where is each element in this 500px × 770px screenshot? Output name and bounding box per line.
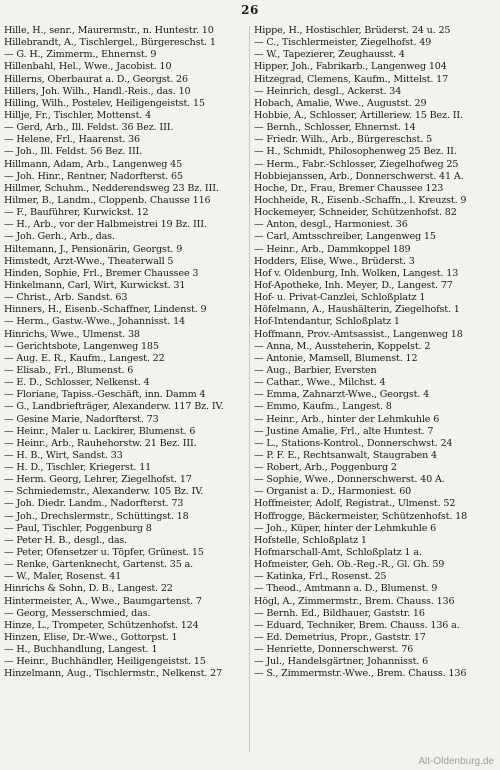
directory-entry: — Bernh., Schlosser, Ehnernst. 14 [254,122,416,134]
directory-entry: — Schmiedemstr., Alexanderw. 105 Bz. IV. [4,486,204,498]
directory-entry: — Cathar., Wwe., Milchst. 4 [254,377,386,389]
directory-entry: — Joh., Drechslermstr., Schüttingst. 18 [4,510,189,522]
directory-entry: — Bernh. Ed., Bildhauer, Gaststr. 16 [254,607,425,619]
directory-entry: Hof- u. Privat-Canzlei, Schloßplatz 1 [254,292,426,304]
directory-entry: Hillenbahl, Hel., Wwe., Jacobist. 10 [4,61,172,73]
directory-entry: — Heinrich, desgl., Ackerst. 34 [254,85,402,97]
directory-entry: Hillebrandt, A., Tischlergel., Bürgereschst. 1 [4,37,216,49]
directory-entry: — Anton, desgl., Harmoniest. 36 [254,219,408,231]
directory-entry: Hippe, H., Hostischler, Brüderst. 24 u. 25 [254,25,451,36]
directory-entry: Hille, H., senr., Maurermstr., n. Huntestr. 10 [4,25,214,36]
directory-entry: — H. B., Wirt, Sandst. 33 [4,449,123,461]
directory-entry: Hofstelle, Schloßplatz 1 [254,534,367,546]
directory-entry: — W., Maler, Rosenst. 41 [4,571,122,583]
directory-entry: — Herm., Gastw.-Wwe., Johannisst. 14 [4,316,185,328]
directory-entry: — Helene, Frl., Haarenst. 36 [4,134,140,146]
directory-entry: — Paul, Tischler, Poggenburg 8 [4,522,152,534]
directory-entry: — Organist a. D., Harmoniest. 60 [254,486,412,498]
directory-entry: Hodders, Elise, Wwe., Brüderst. 3 [254,255,415,267]
directory-entry: — Floriane, Tapiss.-Geschäft, inn. Damm 4 [4,389,206,401]
directory-entry: — Robert, Arb., Poggenburg 2 [254,462,397,474]
directory-entry: — Emmo, Kaufm., Langest. 8 [254,401,392,413]
directory-entry: — Elisab., Frl., Blumenst. 6 [4,364,134,376]
directory-entry: — E. D., Schlosser, Nelkenst. 4 [4,377,150,389]
directory-entry: — Heinr., Buchhändler, Heiligengeistst. 15 [4,656,206,668]
directory-entry: Hochheide, R., Eisenb.-Schaffn., l. Kreuzst. 9 [254,194,467,206]
left-column [4,25,248,681]
directory-entry: — Heinr., Arb., Rauhehorstw. 21 Bez. III. [4,437,197,449]
directory-entry: — H. D., Tischler, Kriegerst. 11 [4,462,152,474]
directory-entry: — Georg, Messerschmied, das. [4,607,151,619]
directory-entry: Hillerns, Oberbaurat a. D., Georgst. 26 [4,73,188,85]
directory-entry: — Ed. Demetrius, Propr., Gaststr. 17 [254,632,426,644]
directory-entry: Hockemeyer, Schneider, Schützenhofst. 82 [254,207,457,219]
directory-entry: — Heinr., Arb., hinter der Lehmkuhle 6 [254,413,440,425]
directory-entry: — Henriette, Donnerschwerst. 76 [254,644,414,656]
directory-entry: — Sophie, Wwe., Donnerschwerst. 40 A. [254,474,445,486]
directory-entry: — C., Tischlermeister, Ziegelhofst. 49 [254,37,432,49]
directory-entry: Hobach, Amalie, Wwe., Augustst. 29 [254,97,427,109]
directory-entry: — W., Tapezierer, Zeughausst. 4 [254,49,405,61]
directory-entry: Hinrichs, Wwe., Ulmenst. 38 [4,328,140,340]
directory-entry: — Carl, Amtsschreiber, Langenweg 15 [254,231,436,243]
directory-entry: — Christ., Arb. Sandst. 63 [4,292,128,304]
directory-entry: Hinze, L., Trompeter, Schützenhofst. 124 [4,619,199,631]
directory-entry: — H., Schmidt, Philosophenweg 25 Bez. II. [254,146,457,158]
directory-entry: Högl, A., Zimmermstr., Brem. Chauss. 136 [254,595,455,607]
directory-entry: — Joh., Küper, hinter der Lehmkuhle 6 [254,522,437,534]
directory-entry: Hillers, Joh. Wilh., Handl.-Reis., das. 10 [4,85,191,97]
directory-entry: Hoche, Dr., Frau, Bremer Chaussee 123 [254,182,444,194]
directory-entry: — Justine Amalie, Frl., alte Huntest. 7 [254,425,434,437]
directory-entry: Hilling, Wilh., Postelev, Heiligengeistst. 15 [4,97,205,109]
directory-entry: — G., Landbriefträger, Alexanderw. 117 Bz. IV. [4,401,224,413]
directory-entry: — Peter, Ofensetzer u. Töpfer, Grünest. 15 [4,547,204,559]
directory-entry: — Katinka, Frl., Rosenst. 25 [254,571,387,583]
directory-entry: Hoffmeister, Adolf, Registrat., Ulmenst. 52 [254,498,456,510]
directory-entry: Hiltemann, J., Pensionärin, Georgst. 9 [4,243,183,255]
directory-entry: Hinzen, Elise, Dr.-Wwe., Gottorpst. 1 [4,632,178,644]
directory-entry: — Heinr., Arb., Dammkoppel 189 [254,243,411,255]
directory-entry: Hof v. Oldenburg, Inh. Wolken, Langest. 13 [254,267,459,279]
directory-entry: — Herm., Fabr.-Schlosser, Ziegelhofweg 25 [254,158,459,170]
page-number: 26 [241,3,259,17]
directory-entry: Hipper, Joh., Fabrikarb., Langenweg 104 [254,61,447,73]
directory-entry: Hobbie, A., Schlosser, Artilleriew. 15 Bez. II. [254,109,463,121]
directory-entry: Hof-Intendantur, Schloßplatz 1 [254,316,400,328]
directory-entry: — Aug. E. R., Kaufm., Langest. 22 [4,352,165,364]
directory-entry: Hinrichs & Sohn, D. B., Langest. 22 [4,583,173,595]
directory-entry: Hinkelmann, Carl, Wirt, Kurwickst. 31 [4,279,186,291]
directory-entry: Hillmann, Adam, Arb., Langenweg 45 [4,158,183,170]
directory-entry: Hilmer, B., Landm., Cloppenb. Chausse 116 [4,194,211,206]
directory-entry: — Gerd, Arb., Ill. Feldst. 36 Bez. III. [4,122,174,134]
directory-entry: Himstedt, Arzt-Wwe., Theaterwall 5 [4,255,174,267]
directory-entry: — Gesine Marie, Nadorfterst. 73 [4,413,159,425]
directory-entry: Hinners, H., Eisenb.-Schaffner, Lindenst. 9 [4,304,207,316]
directory-entry: Hinden, Sophie, Frl., Bremer Chaussee 3 [4,267,199,279]
directory-entry: — Peter H. B., desgl., das. [4,534,128,546]
directory-entry: — Theod., Amtmann a. D., Blumenst. 9 [254,583,438,595]
directory-entry: Hofmarschall-Amt, Schloßplatz 1 a. [254,547,422,559]
directory-entry: — Heinr., Maler u. Lackirer, Blumenst. 6 [4,425,196,437]
directory-entry: Hof-Apotheke, Inh. Meyer, D., Langest. 77 [254,279,453,291]
directory-entry: — H., Arb., vor der Halbmeistrei 19 Bz. III. [4,219,207,231]
right-column [254,25,498,681]
directory-entry: Hillje, Fr., Tischler, Mottenst. 4 [4,109,152,121]
directory-entry: — Renke, Gartenknecht, Gartenst. 35 a. [4,559,194,571]
directory-entry: — Herm. Georg, Lehrer, Ziegelhofst. 17 [4,474,192,486]
directory-entry: — H., Buchhandlung, Langest. 1 [4,644,158,656]
directory-entry: — Jul., Handelsgärtner, Johannisst. 6 [254,656,429,668]
directory-entry: — Joh., Ill. Feldst. 56 Bez. III. [4,146,143,158]
directory-entry: Hoffmann, Prov.-Amtsassist., Langenweg 18 [254,328,463,340]
directory-entry: — Antonie, Mamsell, Blumenst. 12 [254,352,418,364]
directory-entry: — F., Bauführer, Kurwickst. 12 [4,207,149,219]
directory-entry: — Joh. Gerh., Arb., das. [4,231,115,243]
site-watermark: Alt-Oldenburg.de [418,756,494,767]
directory-entry: Höfelmann, A., Haushälterin, Ziegelhofst. 1 [254,304,460,316]
directory-entry: — P. F. E., Rechtsanwalt, Staugraben 4 [254,449,437,461]
directory-entry: — Emma, Zahnarzt-Wwe., Georgst. 4 [254,389,430,401]
directory-entry: Hillmer, Schuhm., Nedderendsweg 23 Bz. III. [4,182,219,194]
directory-entry: Hofmeister, Geh. Ob.-Reg.-R., Gl. Gh. 59 [254,559,445,571]
directory-entry: — Friedr. Wilh., Arb., Bürgereschst. 5 [254,134,433,146]
directory-entry: — Gerichtsbote, Langenweg 185 [4,340,159,352]
directory-entry: Hintermeister, A., Wwe., Baumgartenst. 7 [4,595,202,607]
directory-entry: Hoffrogge, Bäckermeister, Schützenhofst. 18 [254,510,468,522]
directory-entry: Hobbiejanssen, Arb., Donnerschwerst. 41 A. [254,170,464,182]
column-divider [249,26,250,752]
directory-entry: — Anna, M., Aussteherin, Koppelst. 2 [254,340,431,352]
directory-entry: — Eduard, Techniker, Brem. Chauss. 136 a. [254,619,460,631]
directory-entry: — Joh. Hinr., Rentner, Nadorfterst. 65 [4,170,183,182]
directory-entry: Hitzegrad, Clemens, Kaufm., Mittelst. 17 [254,73,449,85]
directory-entry: — Joh. Diedr. Landm., Nadorfterst. 73 [4,498,184,510]
directory-entry: — G. H., Zimmerm., Ehnernst. 9 [4,49,157,61]
directory-entry: — Aug., Barbier, Eversten [254,364,377,376]
directory-entry: — S., Zimmermstr.-Wwe., Brem. Chauss. 136 [254,668,467,680]
directory-entry: Hinzelmann, Aug., Tischlermstr., Nelkenst. 27 [4,668,223,680]
directory-entry: — L., Stations-Kontrol., Donnerschwst. 24 [254,437,453,449]
